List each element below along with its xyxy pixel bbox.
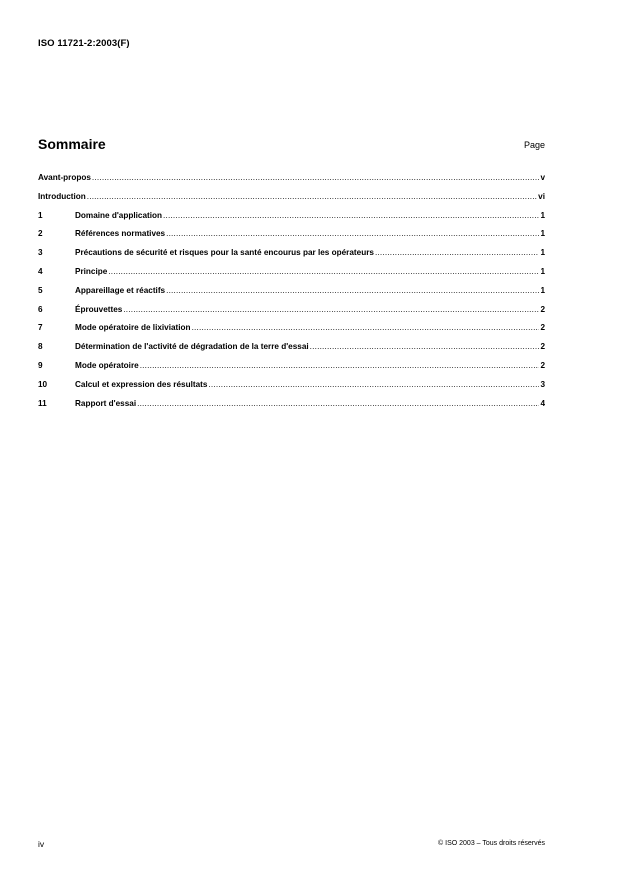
toc-entry-number: 6 xyxy=(38,304,43,314)
document-identifier: ISO 11721-2:2003(F) xyxy=(38,38,130,49)
dot-leader xyxy=(375,247,539,259)
toc-entry-page: 2 xyxy=(540,360,545,370)
toc-title: Sommaire xyxy=(38,136,106,152)
toc-entry-title: Rapport d'essai xyxy=(75,398,137,408)
toc-entry-title: Domaine d'application xyxy=(75,210,163,220)
toc-entry-number: 4 xyxy=(38,266,43,276)
toc-entry-page: 1 xyxy=(540,229,545,239)
toc-entry-2[interactable] xyxy=(38,228,545,247)
dot-leader xyxy=(192,322,540,334)
dot-leader xyxy=(310,341,540,353)
toc-entry-10[interactable] xyxy=(38,379,545,398)
toc-entry-page: 1 xyxy=(540,210,545,220)
toc-entry-title: Mode opératoire xyxy=(75,360,139,370)
toc-entry-7[interactable] xyxy=(38,322,545,341)
toc-entry-number: 11 xyxy=(38,398,47,408)
dot-leader xyxy=(123,304,539,316)
toc-entry-title: Calcul et expression des résultats xyxy=(75,379,208,389)
dot-leader xyxy=(166,228,539,240)
dot-leader xyxy=(108,266,539,278)
toc-entry-title: Éprouvettes xyxy=(75,304,123,314)
toc-entry-4[interactable] xyxy=(38,266,545,285)
toc-entry-page: 3 xyxy=(540,379,545,389)
dot-leader xyxy=(87,191,537,203)
toc-entry-title: Détermination de l'activité de dégradation de la terre d'essai xyxy=(75,342,309,352)
dot-leader xyxy=(208,379,539,391)
toc-entry-avant-propos[interactable] xyxy=(38,172,545,191)
toc-entry-introduction[interactable] xyxy=(38,191,545,210)
toc-entry-page: 2 xyxy=(540,304,545,314)
toc-entry-6[interactable] xyxy=(38,304,545,323)
toc-entry-number: 3 xyxy=(38,248,43,258)
toc-entry-title: Principe xyxy=(75,266,108,276)
toc-entry-number: 9 xyxy=(38,360,43,370)
dot-leader xyxy=(140,360,540,372)
toc-entry-3[interactable] xyxy=(38,247,545,266)
toc-entry-number: 2 xyxy=(38,229,43,239)
page-number: iv xyxy=(38,839,45,849)
toc-entry-page: 2 xyxy=(540,323,545,333)
toc-entry-1[interactable] xyxy=(38,210,545,229)
dot-leader xyxy=(92,172,540,184)
toc-entry-5[interactable] xyxy=(38,285,545,304)
toc-entry-page: 1 xyxy=(540,285,545,295)
toc-entry-title: Références normatives xyxy=(75,229,166,239)
toc-entry-11[interactable] xyxy=(38,398,545,417)
toc-entry-number: 5 xyxy=(38,285,43,295)
toc-entry-page: 1 xyxy=(540,248,545,258)
toc-entry-title: Précautions de sécurité et risques pour la santé encourus par les opérateurs xyxy=(75,248,374,258)
toc-entry-number: 10 xyxy=(38,379,48,389)
toc-entry-page: 4 xyxy=(540,398,545,408)
dot-leader xyxy=(163,210,539,222)
table-of-contents xyxy=(38,172,545,416)
toc-entry-number: 8 xyxy=(38,342,43,352)
toc-entry-9[interactable] xyxy=(38,360,545,379)
toc-entry-number: 1 xyxy=(38,210,43,220)
toc-entry-page: 2 xyxy=(540,342,545,352)
toc-entry-title: Introduction xyxy=(38,191,86,201)
toc-entry-title: Appareillage et réactifs xyxy=(75,285,166,295)
toc-entry-page: v xyxy=(540,173,545,182)
dot-leader xyxy=(166,285,539,297)
copyright-notice: © ISO 2003 – Tous droits réservés xyxy=(438,840,545,847)
toc-entry-number: 7 xyxy=(38,323,43,333)
toc-header xyxy=(38,136,545,152)
toc-entry-title: Avant-propos xyxy=(38,173,91,182)
toc-entry-title: Mode opératoire de lixiviation xyxy=(75,323,191,333)
dot-leader xyxy=(137,398,539,410)
toc-entry-8[interactable] xyxy=(38,341,545,360)
toc-entry-page: vi xyxy=(538,191,545,201)
toc-entry-page: 1 xyxy=(540,266,545,276)
toc-page-column-label: Page xyxy=(523,140,545,150)
